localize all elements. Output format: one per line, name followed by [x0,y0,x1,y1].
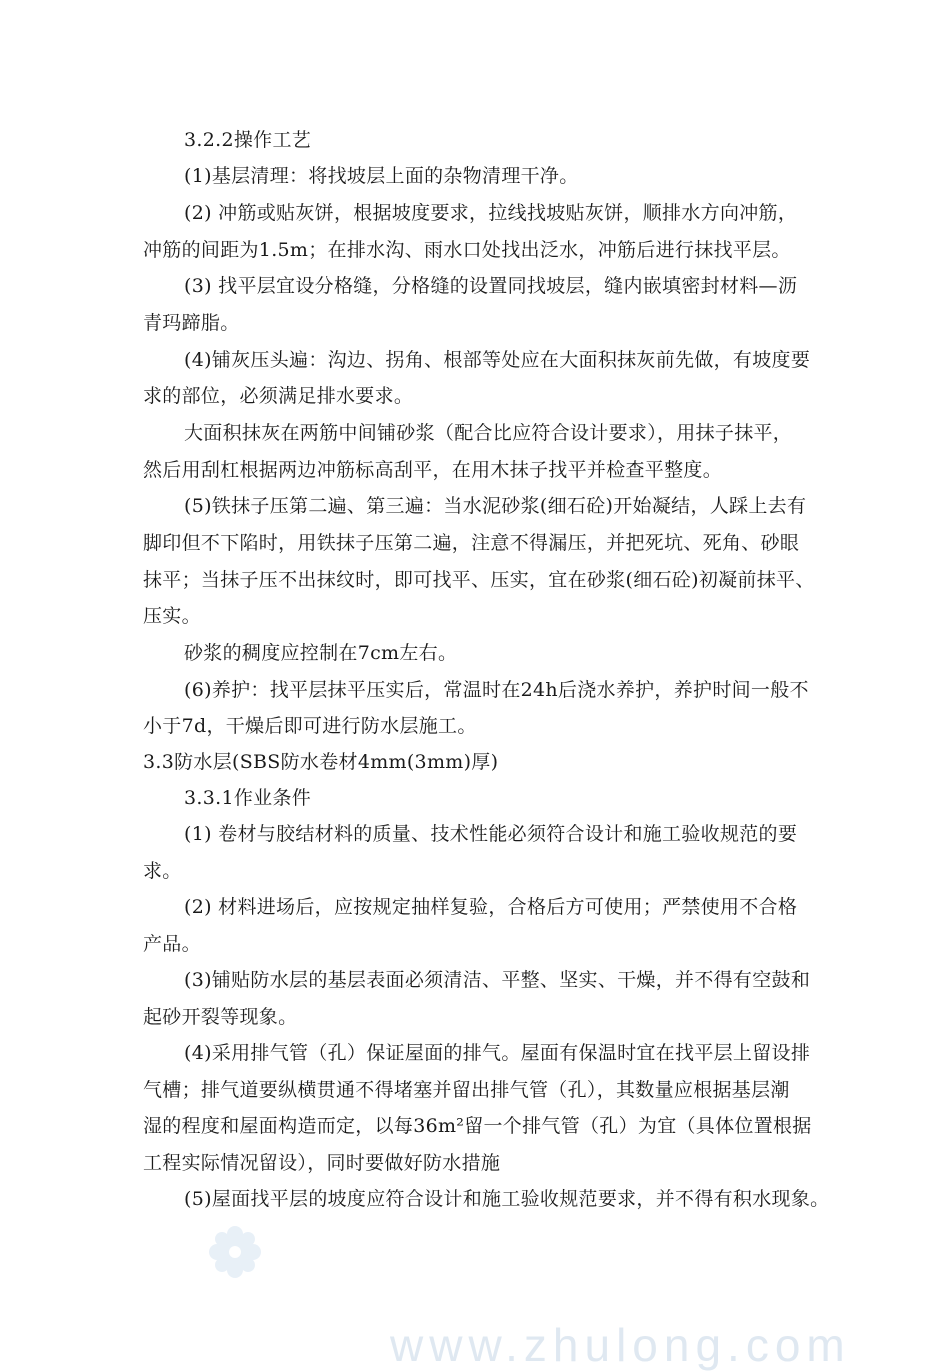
paragraph-line: 气槽；排气道要纵横贯通不得堵塞并留出排气管（孔），其数量应根据基层潮 [143,1079,790,1101]
paragraph-line: 小于7d，干燥后即可进行防水层施工。 [143,715,477,737]
paragraph-line: (4)采用排气管（孔）保证屋面的排气。屋面有保温时宜在找平层上留设排 [184,1042,811,1064]
paragraph-line: (4)铺灰压头遍：沟边、拐角、根部等处应在大面积抹灰前先做，有坡度要 [184,349,811,371]
paragraph-line: 脚印但不下陷时，用铁抹子压第二遍，注意不得漏压，并把死坑、死角、砂眼 [143,532,800,554]
paragraph-line: (6)养护：找平层抹平压实后，常温时在24h后浇水养护，养护时间一般不 [184,679,809,701]
paragraph-line: 砂浆的稠度应控制在7cm左右。 [184,642,458,664]
paragraph-line: 压实。 [143,605,201,627]
section-heading: 3.3防水层(SBS防水卷材4mm(3mm)厚) [143,751,499,773]
paragraph-line: (3)铺贴防水层的基层表面必须清洁、平整、坚实、干燥，并不得有空鼓和 [184,969,811,991]
paragraph-line: 青玛蹄脂。 [143,312,240,334]
paragraph-line: 产品。 [143,933,201,955]
paragraph-line: (2) 冲筋或贴灰饼，根据坡度要求，拉线找坡贴灰饼，顺排水方向冲筋， [184,202,798,224]
watermark-text: www.zhulong.com [390,1319,851,1371]
paragraph-line: 然后用刮杠根据两边冲筋标高刮平，在用木抹子找平并检查平整度。 [143,459,723,481]
paragraph-line: 求。 [143,860,182,882]
paragraph-line: (1)基层清理：将找坡层上面的杂物清理干净。 [184,165,579,187]
paragraph-line: 冲筋的间距为1.5m；在排水沟、雨水口处找出泛水，冲筋后进行抹找平层。 [143,239,791,261]
paragraph-line: (5)铁抹子压第二遍、第三遍：当水泥砂浆(细石砼)开始凝结，人踩上去有 [184,495,807,517]
paragraph-line: 求的部位，必须满足排水要求。 [143,385,414,407]
watermark-logo-icon [203,1220,267,1284]
paragraph-line: (3) 找平层宜设分格缝，分格缝的设置同找坡层，缝内嵌填密封材料—沥 [184,275,798,297]
paragraph-line: (5)屋面找平层的坡度应符合设计和施工验收规范要求，并不得有积水现象。 [184,1188,830,1210]
paragraph-line: 起砂开裂等现象。 [143,1006,298,1028]
subsection-heading: 3.2.2操作工艺 [184,129,312,151]
paragraph-line: (2) 材料进场后，应按规定抽样复验，合格后方可使用；严禁使用不合格 [184,896,798,918]
paragraph-line: 抹平；当抹子压不出抹纹时，即可找平、压实，宜在砂浆(细石砼)初凝前抹平、 [143,569,815,591]
paragraph-line: 大面积抹灰在两筋中间铺砂浆（配合比应符合设计要求），用抹子抹平， [184,422,793,444]
paragraph-line: 工程实际情况留设），同时要做好防水措施 [143,1152,501,1174]
subsection-heading: 3.3.1作业条件 [184,787,312,809]
paragraph-line: 湿的程度和屋面构造而定，以每36m²留一个排气管（孔）为宜（具体位置根据 [143,1115,812,1137]
paragraph-line: (1) 卷材与胶结材料的质量、技术性能必须符合设计和施工验收规范的要 [184,823,798,845]
